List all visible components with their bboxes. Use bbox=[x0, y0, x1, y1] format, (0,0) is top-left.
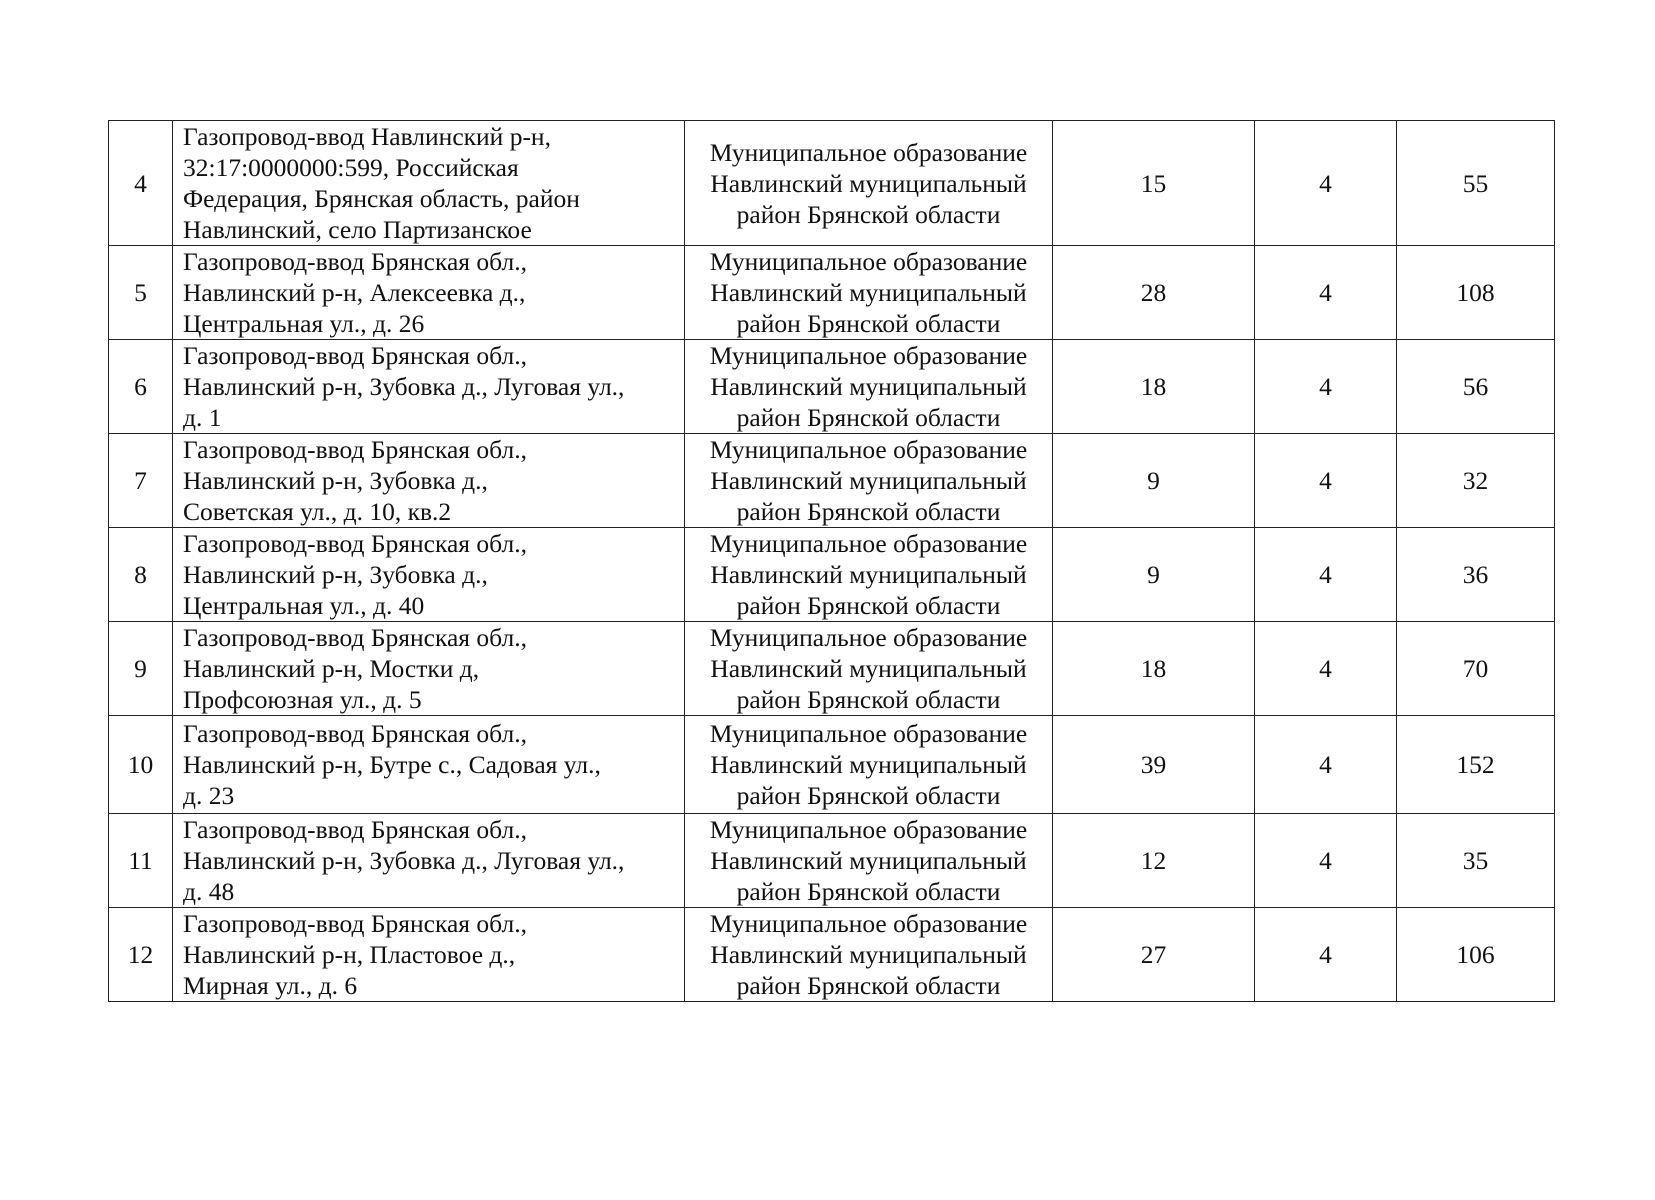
owner-line: Муниципальное образование bbox=[709, 341, 1028, 370]
owner-line: район Брянской области bbox=[736, 199, 1001, 229]
owner-line: район Брянской области bbox=[736, 971, 1001, 1000]
value-cell-2: 4 bbox=[1255, 121, 1397, 246]
value-cell-3: 36 bbox=[1397, 528, 1555, 622]
owner-cell bbox=[685, 908, 1053, 1002]
object-description-line: Центральная ул., д. 26 bbox=[183, 309, 425, 338]
owner-line: район Брянской области bbox=[736, 877, 1001, 906]
object-description-cell bbox=[173, 716, 685, 814]
table-body bbox=[109, 121, 1555, 1002]
owner-line: Навлинский муниципальный bbox=[710, 940, 1027, 969]
object-description-line: Газопровод-ввод Брянская обл., bbox=[183, 435, 527, 464]
object-description-line: Федерация, Брянская область, район bbox=[183, 184, 580, 213]
object-description-line: Навлинский р-н, Зубовка д., Луговая ул., bbox=[183, 372, 625, 401]
owner-line: район Брянской области bbox=[736, 497, 1001, 526]
owner-line: Навлинский муниципальный bbox=[710, 278, 1027, 307]
object-description-line: Навлинский р-н, Пластовое д., bbox=[183, 940, 516, 969]
object-description-line: Навлинский р-н, Алексеевка д., bbox=[183, 278, 526, 307]
value-cell-3: 32 bbox=[1397, 434, 1555, 528]
owner-cell bbox=[685, 528, 1053, 622]
owner-line: Муниципальное образование bbox=[709, 435, 1028, 464]
object-description-line: Газопровод-ввод Брянская обл., bbox=[183, 815, 527, 844]
object-description-line: 32:17:0000000:599, Российская bbox=[183, 153, 519, 182]
object-description-cell bbox=[173, 622, 685, 716]
value-cell-2: 4 bbox=[1255, 434, 1397, 528]
value-cell-2: 4 bbox=[1255, 716, 1397, 814]
object-description-line: д. 23 bbox=[183, 781, 235, 810]
row-number-cell: 6 bbox=[109, 340, 173, 434]
value-cell-2: 4 bbox=[1255, 622, 1397, 716]
owner-cell bbox=[685, 340, 1053, 434]
object-description-line: Мирная ул., д. 6 bbox=[183, 971, 358, 1000]
object-description-line: Навлинский р-н, Зубовка д., Луговая ул., bbox=[183, 846, 625, 875]
object-description-cell bbox=[173, 434, 685, 528]
row-number-cell: 4 bbox=[109, 121, 173, 246]
object-description-line: Газопровод-ввод Брянская обл., bbox=[183, 623, 527, 652]
object-description-line: Газопровод-ввод Брянская обл., bbox=[183, 529, 527, 558]
value-cell-1: 12 bbox=[1053, 814, 1255, 908]
row-number-cell: 5 bbox=[109, 246, 173, 340]
owner-line: Муниципальное образование bbox=[709, 529, 1028, 558]
value-cell-3: 56 bbox=[1397, 340, 1555, 434]
object-description-line: Советская ул., д. 10, кв.2 bbox=[183, 497, 452, 526]
row-number-cell: 10 bbox=[109, 716, 173, 814]
object-description-line: Профсоюзная ул., д. 5 bbox=[183, 685, 422, 714]
row-number-cell: 11 bbox=[109, 814, 173, 908]
table-row bbox=[109, 622, 1555, 716]
object-description-line: д. 48 bbox=[183, 877, 235, 906]
table-row bbox=[109, 246, 1555, 340]
owner-line: район Брянской области bbox=[736, 781, 1001, 810]
object-description-line: д. 1 bbox=[183, 403, 222, 432]
owner-cell bbox=[685, 121, 1053, 246]
object-description-line: Центральная ул., д. 40 bbox=[183, 591, 425, 620]
table-row bbox=[109, 814, 1555, 908]
owner-line: Навлинский муниципальный bbox=[710, 560, 1027, 589]
owner-line: Навлинский муниципальный bbox=[710, 654, 1027, 683]
object-description-line: Навлинский р-н, Зубовка д., bbox=[183, 560, 488, 589]
owner-line: Муниципальное образование bbox=[709, 247, 1028, 276]
value-cell-1: 9 bbox=[1053, 434, 1255, 528]
row-number-cell: 8 bbox=[109, 528, 173, 622]
owner-line: Муниципальное образование bbox=[709, 623, 1028, 652]
object-description-cell bbox=[173, 908, 685, 1002]
owner-line: Навлинский муниципальный bbox=[710, 168, 1027, 198]
table-row bbox=[109, 908, 1555, 1002]
value-cell-1: 18 bbox=[1053, 340, 1255, 434]
object-description-line: Газопровод-ввод Навлинский р-н, bbox=[183, 122, 551, 151]
object-description-line: Газопровод-ввод Брянская обл., bbox=[183, 341, 527, 370]
object-description-cell bbox=[173, 340, 685, 434]
object-description-cell bbox=[173, 246, 685, 340]
gas-pipeline-table bbox=[108, 120, 1555, 1002]
value-cell-1: 39 bbox=[1053, 716, 1255, 814]
owner-line: Навлинский муниципальный bbox=[710, 750, 1027, 779]
owner-cell bbox=[685, 434, 1053, 528]
value-cell-2: 4 bbox=[1255, 908, 1397, 1002]
value-cell-1: 9 bbox=[1053, 528, 1255, 622]
table-row bbox=[109, 716, 1555, 814]
owner-line: Муниципальное образование bbox=[709, 815, 1028, 844]
owner-line: район Брянской области bbox=[736, 591, 1001, 620]
value-cell-3: 108 bbox=[1397, 246, 1555, 340]
object-description-cell bbox=[173, 814, 685, 908]
object-description-line: Навлинский р-н, Мостки д, bbox=[183, 654, 480, 683]
owner-line: Муниципальное образование bbox=[709, 137, 1028, 167]
value-cell-3: 106 bbox=[1397, 908, 1555, 1002]
owner-line: Муниципальное образование bbox=[709, 909, 1028, 938]
value-cell-2: 4 bbox=[1255, 340, 1397, 434]
owner-line: Навлинский муниципальный bbox=[710, 846, 1027, 875]
value-cell-3: 70 bbox=[1397, 622, 1555, 716]
object-description-line: Газопровод-ввод Брянская обл., bbox=[183, 909, 527, 938]
value-cell-2: 4 bbox=[1255, 246, 1397, 340]
object-description-cell bbox=[173, 121, 685, 246]
owner-cell bbox=[685, 246, 1053, 340]
value-cell-1: 18 bbox=[1053, 622, 1255, 716]
table-row bbox=[109, 340, 1555, 434]
value-cell-2: 4 bbox=[1255, 528, 1397, 622]
value-cell-3: 35 bbox=[1397, 814, 1555, 908]
value-cell-2: 4 bbox=[1255, 814, 1397, 908]
value-cell-3: 152 bbox=[1397, 716, 1555, 814]
owner-cell bbox=[685, 622, 1053, 716]
owner-line: Навлинский муниципальный bbox=[710, 466, 1027, 495]
value-cell-1: 27 bbox=[1053, 908, 1255, 1002]
value-cell-3: 55 bbox=[1397, 121, 1555, 246]
object-description-line: Навлинский, село Партизанское bbox=[183, 215, 532, 244]
row-number-cell: 7 bbox=[109, 434, 173, 528]
object-description-line: Газопровод-ввод Брянская обл., bbox=[183, 247, 527, 276]
object-description-line: Навлинский р-н, Зубовка д., bbox=[183, 466, 488, 495]
table-row bbox=[109, 121, 1555, 246]
row-number-cell: 9 bbox=[109, 622, 173, 716]
owner-cell bbox=[685, 814, 1053, 908]
table-row bbox=[109, 528, 1555, 622]
owner-line: район Брянской области bbox=[736, 685, 1001, 714]
row-number-cell: 12 bbox=[109, 908, 173, 1002]
owner-cell bbox=[685, 716, 1053, 814]
object-description-line: Газопровод-ввод Брянская обл., bbox=[183, 719, 527, 748]
owner-line: Муниципальное образование bbox=[709, 719, 1028, 748]
value-cell-1: 28 bbox=[1053, 246, 1255, 340]
value-cell-1: 15 bbox=[1053, 121, 1255, 246]
owner-line: район Брянской области bbox=[736, 403, 1001, 432]
owner-line: район Брянской области bbox=[736, 309, 1001, 338]
owner-line: Навлинский муниципальный bbox=[710, 372, 1027, 401]
table-row bbox=[109, 434, 1555, 528]
object-description-line: Навлинский р-н, Бутре с., Садовая ул., bbox=[183, 750, 601, 779]
object-description-cell bbox=[173, 528, 685, 622]
